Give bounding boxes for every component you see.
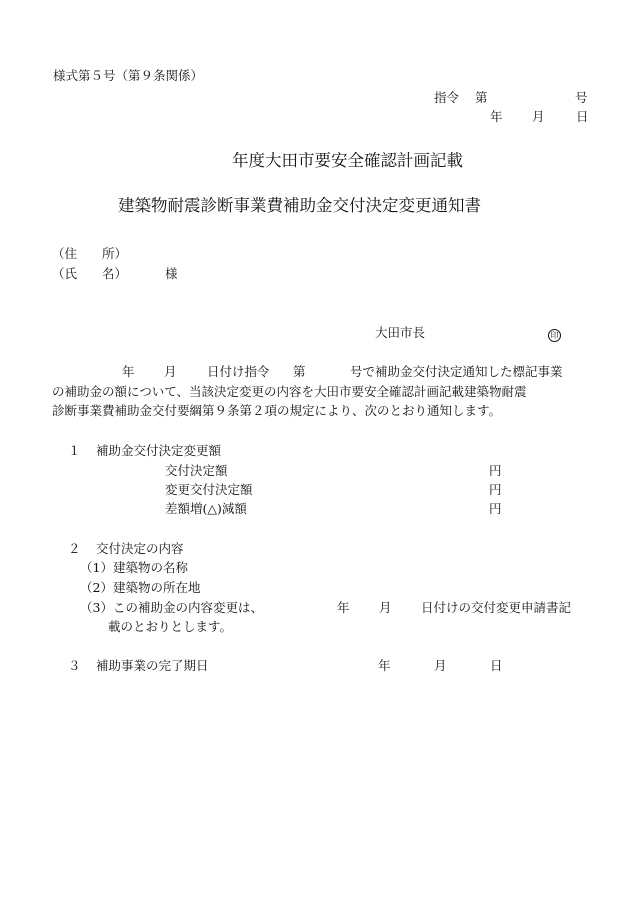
section2-item3-prefix: （3）この補助金の内容変更は、 <box>80 600 263 615</box>
recipient-name-label: （氏 名） <box>52 266 128 281</box>
section1-row-unit: 円 <box>489 463 502 478</box>
seal-icon: 印 <box>548 329 561 342</box>
section2-heading: 交付決定の内容 <box>96 541 184 556</box>
section1-heading: 補助金交付決定変更額 <box>96 443 222 458</box>
section1-row-label: 交付決定額 <box>165 463 228 478</box>
section3-heading: 補助事業の完了期日 <box>96 658 209 673</box>
body-month: 月 <box>164 364 177 379</box>
title-line2: 建築物耐震診断事業費補助金交付決定変更通知書 <box>118 196 481 215</box>
section1-row-unit: 円 <box>489 482 502 497</box>
date-year: 年 <box>490 109 503 124</box>
section2-item3-cont: 載のとおりとします。 <box>108 619 233 634</box>
section2-item3-suffix: 日付けの交付変更申請書記 <box>421 600 572 615</box>
sender-name: 大田市長 <box>375 325 426 340</box>
body-line2: の補助金の額について、当該決定変更の内容を大田市要安全確認計画記載建築物耐震 <box>52 384 527 399</box>
order-dai: 第 <box>475 90 488 105</box>
date-month: 月 <box>532 109 545 124</box>
section3-number: ３ <box>68 658 81 673</box>
form-id: 様式第５号（第９条関係） <box>53 68 204 83</box>
body-line1-rest: 号で補助金交付決定通知した標記事業 <box>350 364 563 379</box>
order-go: 号 <box>575 90 588 105</box>
section2-number: ２ <box>68 541 81 556</box>
section3-month: 月 <box>434 658 447 673</box>
body-year: 年 <box>122 364 135 379</box>
section1-row-unit: 円 <box>489 501 502 516</box>
section3-year: 年 <box>378 658 391 673</box>
body-line3: 診断事業費補助金交付要綱第９条第２項の規定により、次のとおり通知します。 <box>52 403 502 418</box>
body-dai: 第 <box>293 364 306 379</box>
title-line1: 年度大田市要安全確認計画記載 <box>232 151 463 170</box>
date-day: 日 <box>576 109 589 124</box>
section1-row-label: 差額増(△)減額 <box>165 501 247 516</box>
section2-item3-year: 年 <box>337 600 350 615</box>
section2-item3-month: 月 <box>379 600 392 615</box>
section1-number: １ <box>68 443 81 458</box>
recipient-honorific: 様 <box>165 266 178 281</box>
section2-item1: （1）建築物の名称 <box>80 560 188 575</box>
section1-row-label: 変更交付決定額 <box>165 482 253 497</box>
order-label: 指令 <box>434 90 460 105</box>
section2-item2: （2）建築物の所在地 <box>80 580 201 595</box>
recipient-address-label: （住 所） <box>52 246 128 261</box>
seal-mark <box>548 326 561 342</box>
body-date-order: 日付け指令 <box>207 364 270 379</box>
section3-day: 日 <box>490 658 503 673</box>
